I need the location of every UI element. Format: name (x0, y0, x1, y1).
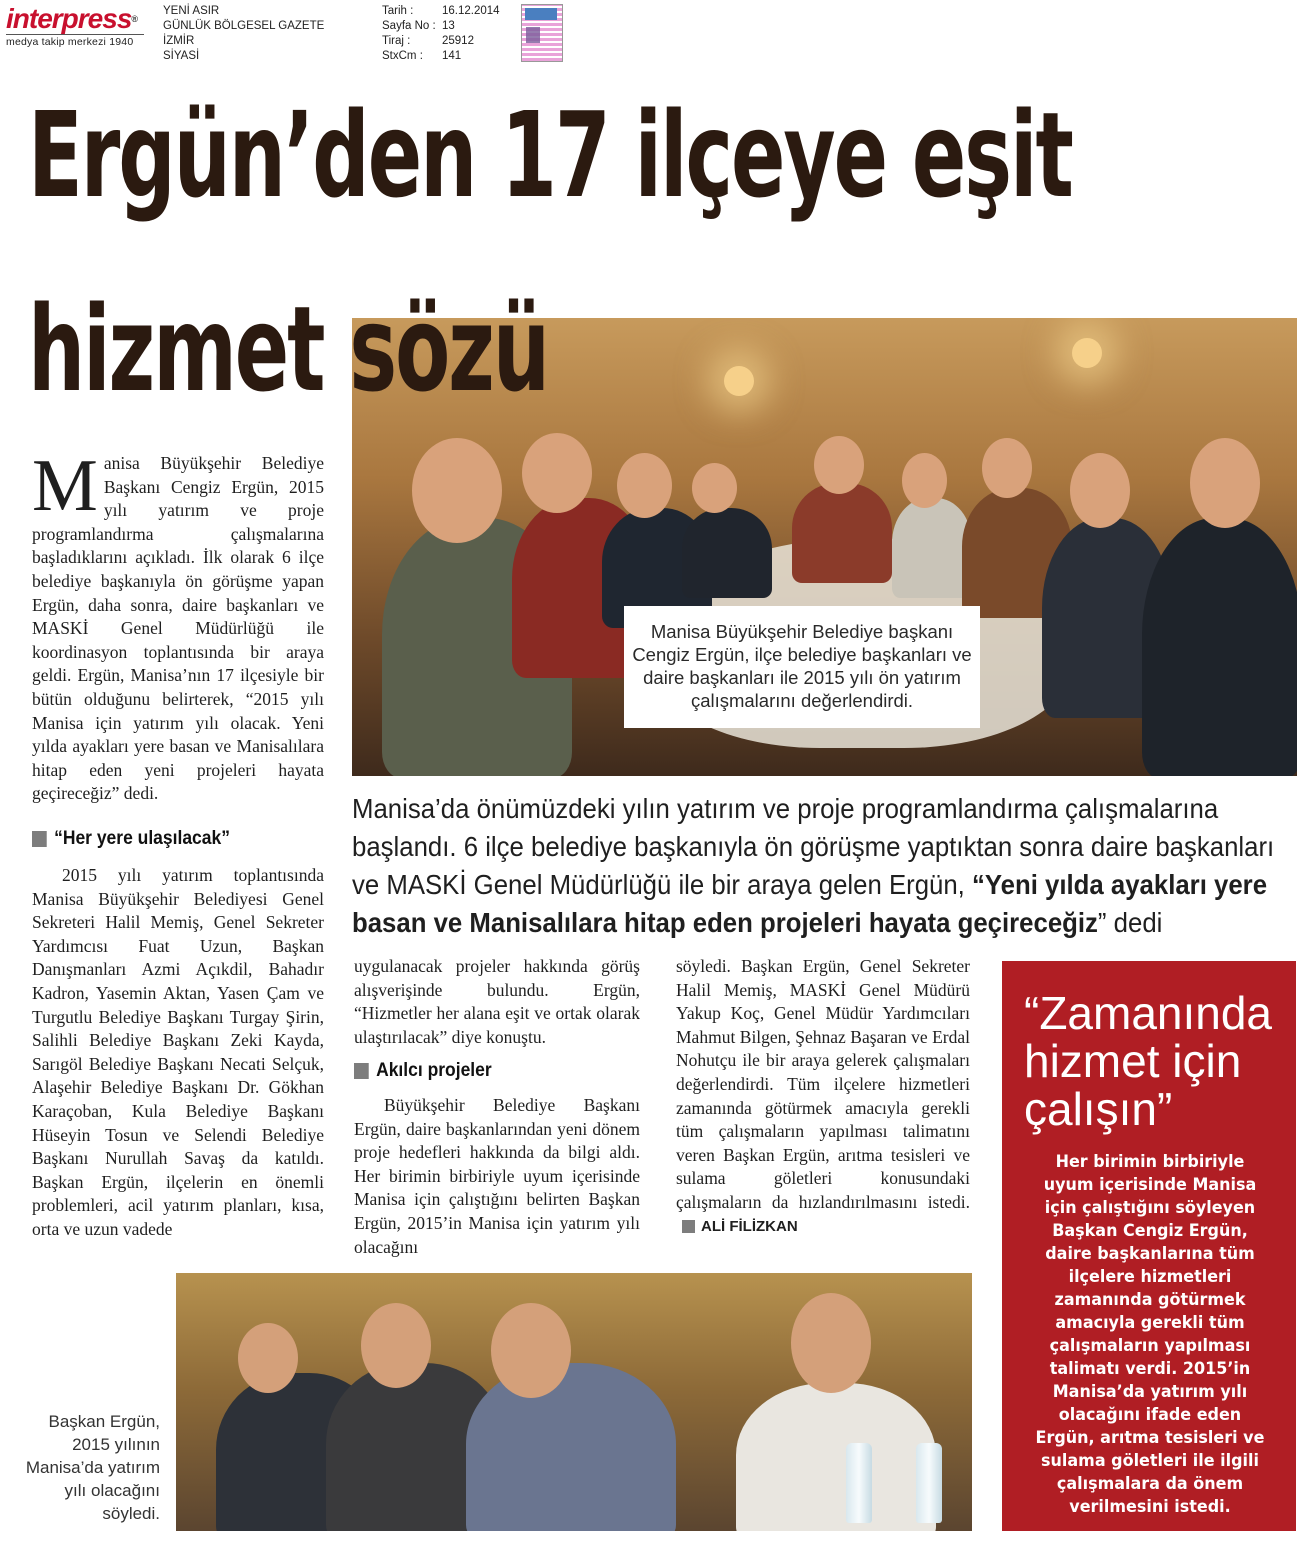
article-column-1 (32, 445, 324, 806)
sidebar-box (1002, 961, 1296, 1531)
person (682, 508, 772, 598)
subheading-text: Akılcı projeler (376, 1060, 492, 1081)
main-photo-caption: Manisa Büyükşehir Belediye başkanı Cengiz Ergün, ilçe belediye başkanları ve daire başkanları ile 2015 yılı ön yatırım çalışmalarını değerlendirdi. (624, 606, 980, 728)
meta-label: StxCm : (382, 50, 423, 62)
sidebar-body: Her birimin birbiriyle uyum içerisinde Manisa için çalıştığını söyleyen Başkan Cengiz Ergün, daire başkanlarına tüm ilçelere hizmetleri zamanında götürmek amacıyla gerekli tüm çalışmaların yapılması talimatı verdi. 2015’in Manisa’da yatırım yılı olacağını ifade eden Ergün, arıtma tesisleri ve sulama göletleri ile ilgili çalışmalara da önem verilmesini istedi. (1035, 1152, 1265, 1517)
article-paragraph: uygulanacak projeler hakkında görüş alışverişinde bulundu. Ergün, “Hizmetler her alana eşit ve ortak olarak ulaştırılacak” diye konuştu. (354, 956, 640, 1047)
water-bottle (846, 1443, 872, 1523)
publication-category: SİYASİ (163, 50, 200, 62)
publication-name: YENİ ASIR (163, 5, 220, 17)
meta-row-circulation (382, 34, 500, 49)
dropcap: M (32, 445, 98, 527)
article-paragraph (676, 955, 970, 1239)
person (792, 483, 892, 583)
lead-quote: “Yeni yılda ayakları yere basan ve Manisalılara hitap eden projeleri hayata geçireceğiz (352, 869, 1268, 938)
person-head (238, 1323, 298, 1393)
clip-meta (382, 4, 500, 64)
headline-line-2: hizmet sözü (28, 280, 548, 418)
person-head (617, 453, 672, 518)
meta-row-page (382, 19, 500, 34)
person (1142, 518, 1297, 776)
publication-city: İZMİR (163, 35, 195, 47)
article-paragraph: anisa Büyükşehir Belediye Başkanı Cengiz Ergün, 2015 yılı yatırım ve proje programlandırma çalışmalarına başladıklarını açıkladı. İlk olarak 6 ilçe belediye başkanıyla ön görüşme yapan Ergün, daha sonra, daire başkanları ve MASKİ Genel Müdürlüğü ile koordinasyon toplantısında bir araya geldi. Ergün, Manisa’nın 17 ilçesiyle bir bütün olduğunu belirterek, “2015 yılı Manisa için yatırım yılı olacak. Yeni yılda ayakları yere basan ve Manisalılara hitap eden yeni projeleri hayata geçireceğiz” dedi. (32, 453, 324, 804)
person-head (491, 1303, 571, 1398)
bottom-photo-caption: Başkan Ergün, 2015 yılının Manisa’da yatırım yılı olacağını söyledi. (25, 1412, 160, 1523)
meta-value: 25912 (442, 35, 474, 47)
logo-wordmark: interpress (6, 3, 132, 34)
subheading-text: “Her yere ulaşılacak” (54, 828, 230, 849)
article-column-1-continued (32, 864, 324, 1242)
person-head (1190, 438, 1260, 528)
publication-frequency: GÜNLÜK BÖLGESEL GAZETE (163, 20, 325, 32)
registered-mark: ® (131, 14, 138, 24)
square-bullet-icon (32, 831, 47, 847)
bottom-photo (176, 1273, 972, 1531)
byline-name: ALİ FİLİZKAN (701, 1217, 798, 1235)
logo-divider (6, 34, 144, 35)
meta-row-date (382, 4, 500, 19)
byline (682, 1215, 798, 1239)
person-head (791, 1293, 871, 1393)
person-head (814, 436, 864, 494)
wall-lamp (1072, 338, 1102, 368)
person-head (361, 1303, 431, 1388)
person-head (412, 438, 502, 543)
lead-text: Manisa’da önümüzdeki yılın yatırım ve proje programlandırma çalışmalarına başlandı. 6 ilçe belediye başkanıyla ön görüşme yaptıktan sonra daire başkanları ve MASKİ Genel Müdürlüğü ile bir araya gelen Ergün, (352, 793, 1275, 900)
article-column-2 (354, 955, 640, 1049)
meta-label: Tiraj : (382, 35, 411, 47)
lead-end: ” dedi (1097, 907, 1163, 938)
person-head (692, 463, 737, 513)
square-bullet-icon (682, 1220, 695, 1233)
article-paragraph: Büyükşehir Belediye Başkanı Ergün, daire başkanlarından yeni dönem proje hedefleri hakkında da bilgi aldı. Her birimin birbiriyle uyum içerisinde Manisa için çalıştığını belirten Başkan Ergün, 2015’in Manisa için yatırım yılı olacağını (354, 1095, 640, 1257)
logo-subtitle: medya takip merkezi 1940 (6, 36, 134, 48)
meta-value: 141 (442, 50, 462, 62)
meta-row-stxcm (382, 49, 500, 64)
interpress-logo (6, 4, 151, 50)
thumbnail-masthead (525, 8, 557, 20)
subheading-2 (354, 1060, 492, 1082)
person (736, 1383, 936, 1531)
meta-value: 13 (442, 20, 455, 32)
article-text: söyledi. Başkan Ergün, Genel Sekreter Halil Memiş, MASKİ Genel Müdürü Yakup Koç, Genel Müdür Yardımcıları Mahmut Bilgen, Şehnaz Başaran ve Erdal Nohutçu ile bir araya gelerek çalışmaları değerlendirdi. Tüm ilçelere hizmetleri zamanında götürmek amacıyla gerekli tüm çalışmaların yapılması talimatını veren Başkan Ergün, arıtma tesisleri ve sulama göletleri konusundaki çalışmaların da hızlandırılmasını istedi. (676, 956, 970, 1212)
headline-line-1: Ergün’den 17 ilçeye eşit (28, 86, 1072, 224)
person (466, 1363, 676, 1531)
person-head (1070, 453, 1130, 528)
person (892, 498, 972, 598)
publication-info (163, 4, 324, 64)
sidebar-quote: “Zamanında hizmet için çalışın” (1024, 987, 1273, 1135)
meta-label: Tarih : (382, 5, 414, 17)
person-head (522, 433, 592, 513)
page-thumbnail[interactable] (521, 4, 563, 62)
person-head (902, 453, 947, 508)
thumbnail-clip-area (526, 27, 540, 43)
article-column-3 (676, 955, 970, 1239)
article-column-2-continued (354, 1094, 640, 1259)
lead-paragraph (352, 790, 1300, 942)
meta-value: 16.12.2014 (442, 5, 500, 17)
person-head (982, 438, 1032, 498)
square-bullet-icon (354, 1063, 369, 1079)
subheading-1 (32, 828, 230, 850)
water-bottle (916, 1443, 942, 1523)
article-paragraph: 2015 yılı yatırım toplantısında Manisa Büyükşehir Belediyesi Genel Sekreteri Halil Memiş, Genel Sekreter Yardımcısı Fuat Uzun, Başkan Danışmanları Azmi Açıkdil, Bahadır Kadron, Yasemin Aktan, Yasen Çam ve Turgutlu Belediye Başkanı Turgay Şirin, Salihli Belediye Başkanı Zeki Kayda, Sarıgöl Belediye Başkanı Necati Selçuk, Alaşehir Belediye Başkanı Dr. Gökhan Karaçoban, Kula Belediye Başkanı Hüseyin Tosun ve Selendi Belediye Başkanı Nurullah Savaş da katıldı. Başkan Ergün, ilçelerin en önemli problemleri, acil yatırım planları, kısa, orta ve uzun vadede (32, 865, 324, 1239)
meta-label: Sayfa No : (382, 20, 436, 32)
